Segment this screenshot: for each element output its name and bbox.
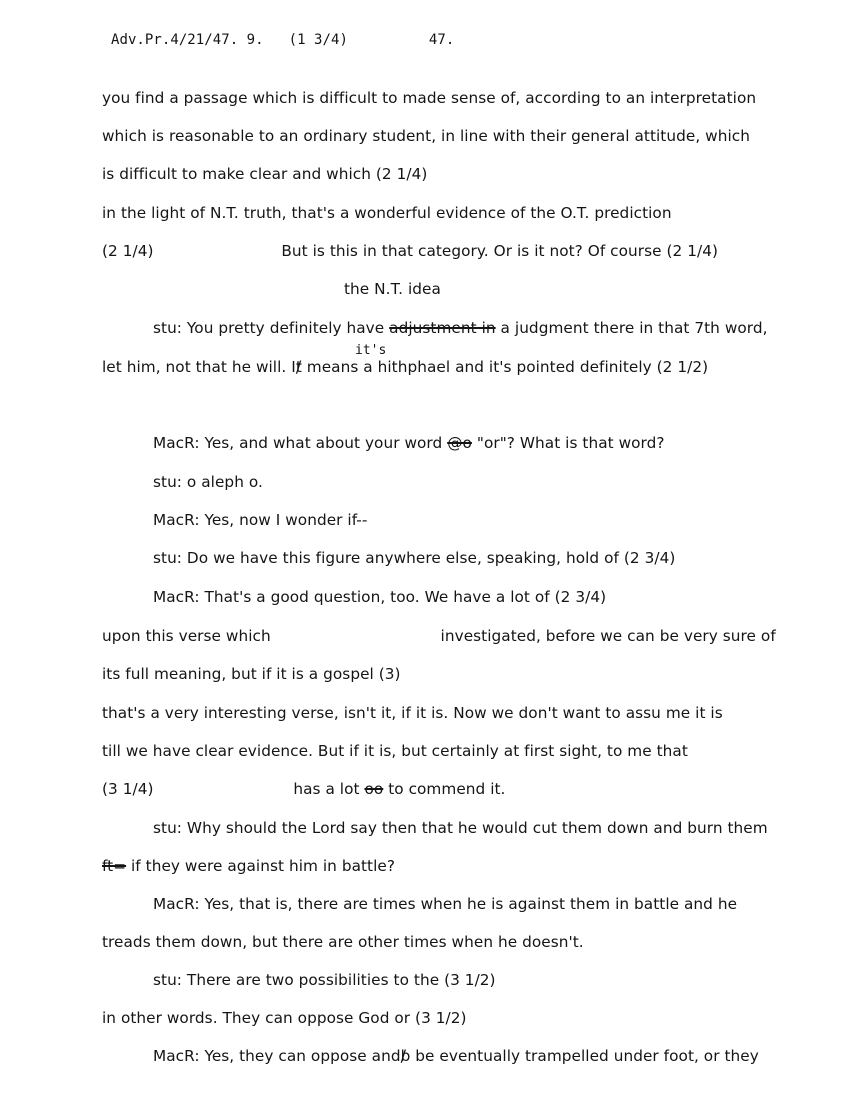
line-segment: But is this in that category. Or is it not? Of course (2 1/4): [281, 242, 719, 260]
line-segment: if they were against him in battle?: [126, 857, 396, 875]
text-line: stu: Do we have this figure anywhere else, speaking, hold of (2 3/4): [153, 549, 676, 567]
text-line: treads them down, but there are other times when he doesn't.: [102, 933, 584, 951]
tape-marker: (2 1/4): [102, 242, 154, 260]
text-line: MacR: That's a good question, too. We have a lot of (2 3/4): [153, 588, 607, 606]
text-line: which is reasonable to an ordinary student, in line with their general attitude, which: [102, 127, 750, 145]
document-reference: Adv.Pr.4/21/47. 9.: [111, 32, 264, 48]
tape-time: (1 3/4): [288, 32, 348, 48]
text-line: its full meaning, but if it is a gospel (3): [102, 665, 401, 683]
text-line: in other words. They can oppose God or (3 1/2): [102, 1009, 467, 1027]
line-segment: a judgment there in that 7th word,: [495, 319, 768, 337]
text-line: stu: Why should the Lord say then that he would cut them down and burn them: [153, 819, 768, 837]
page-number: 47.: [428, 32, 455, 48]
line-segment: upon this verse which: [102, 627, 271, 645]
line-segment: investigated, before we can be very sure of: [440, 627, 776, 645]
text-line: MacR: Yes, that is, there are times when he is against them in battle and he: [153, 895, 738, 913]
line-segment: MacR: Yes, they can oppose and: [153, 1047, 401, 1065]
text-line: [102, 357, 708, 377]
text-line: that's a very interesting verse, isn't it, if it is. Now we don't want to assu me it is: [102, 704, 723, 722]
text-line: stu: There are two possibilities to the (3 1/2): [153, 971, 496, 989]
text-line: is difficult to make clear and which (2 1/4): [102, 165, 428, 183]
struck-text: ft=: [102, 857, 127, 875]
text-line: [102, 241, 718, 261]
text-line: you find a passage which is difficult to made sense of, according to an interpretation: [102, 89, 757, 107]
struck-text: oo: [364, 780, 384, 798]
line-segment: has a lot: [293, 780, 365, 798]
struck-text: t mean /: [296, 358, 351, 376]
line-segment: stu: You pretty definitely have: [153, 319, 390, 337]
struck-text: @o: [447, 434, 472, 452]
page-header: [111, 30, 454, 50]
text-line: [153, 433, 665, 453]
text-line: the N.T. idea: [344, 280, 441, 298]
text-line: [153, 318, 768, 338]
text-line: in the light of N.T. truth, that's a wonderful evidence of the O.T. prediction: [102, 204, 672, 222]
text-line: [153, 1046, 759, 1066]
line-segment: MacR: Yes, and what about your word: [153, 434, 448, 452]
line-segment: be eventually trampelled under foot, or they: [410, 1047, 759, 1065]
tape-marker: (3 1/4): [102, 780, 154, 798]
text-line: [102, 626, 776, 646]
text-line: MacR: Yes, now I wonder if--: [153, 511, 368, 529]
text-line: stu: o aleph o.: [153, 473, 263, 491]
text-line: till we have clear evidence. But if it is, but certainly at first sight, to me that: [102, 742, 688, 760]
handwritten-insertion: it's: [355, 343, 387, 358]
line-segment: "or"? What is that word?: [471, 434, 665, 452]
line-segment: to commend it.: [383, 780, 506, 798]
text-line: [102, 856, 395, 876]
struck-text: adjustment in: [389, 319, 496, 337]
struck-text: b /: [401, 1047, 411, 1065]
text-line: [102, 779, 505, 799]
line-segment: s a hithphael and it's pointed definitely (2 1/2): [350, 358, 709, 376]
line-segment: let him, not that he will. I: [102, 358, 296, 376]
